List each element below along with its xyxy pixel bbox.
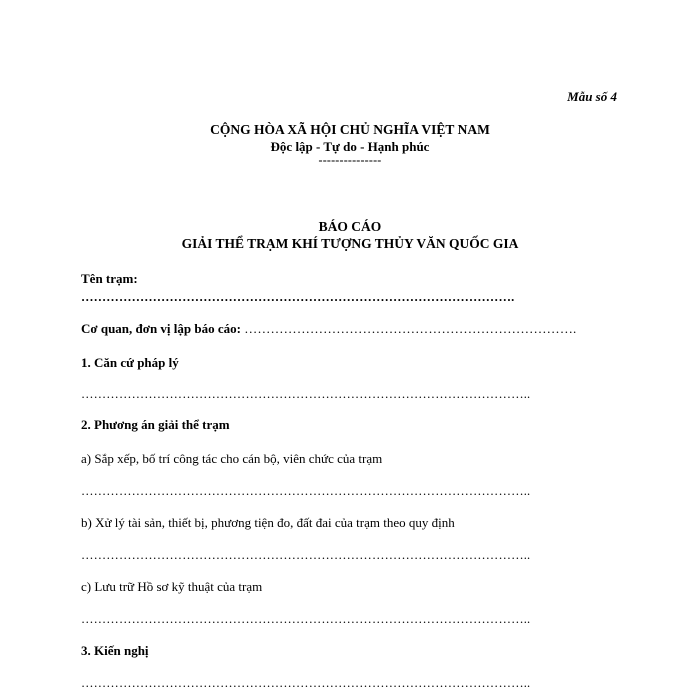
- report-subtitle: GIẢI THỂ TRẠM KHÍ TƯỢNG THỦY VĂN QUỐC GIA: [181, 236, 519, 251]
- section-legal-basis-heading: 1. Căn cứ pháp lý: [81, 355, 179, 370]
- station-name-label: Tên trạm:: [81, 271, 138, 286]
- section-recommendation-dots: ……………………………………………………………………………………………..: [81, 676, 531, 690]
- section-plan-heading: 2. Phương án giải thể trạm: [81, 417, 230, 432]
- plan-item-b-dots: ……………………………………………………………………………………………..: [81, 548, 531, 562]
- plan-item-a-dots: ……………………………………………………………………………………………..: [81, 484, 531, 498]
- national-motto: Độc lập - Tự do - Hạnh phúc: [270, 139, 430, 154]
- plan-item-c-dots: ……………………………………………………………………………………………..: [81, 612, 531, 626]
- header-separator: ---------------: [318, 153, 382, 167]
- plan-item-b: b) Xử lý tài sản, thiết bị, phương tiện đo, đất đai của trạm theo quy định: [81, 515, 455, 530]
- report-title: BÁO CÁO: [318, 219, 382, 234]
- reporting-agency-dots: ………………………………………………………………….: [244, 321, 577, 336]
- form-number: Mẫu số 4: [567, 89, 617, 104]
- station-name-dots: ………………………………………………………………………………………….: [81, 290, 515, 304]
- reporting-agency-label: Cơ quan, đơn vị lập báo cáo:: [81, 321, 241, 336]
- plan-item-a: a) Sắp xếp, bố trí công tác cho cán bộ, viên chức của trạm: [81, 451, 383, 466]
- plan-item-c: c) Lưu trữ Hồ sơ kỹ thuật của trạm: [81, 579, 263, 594]
- section-legal-basis-dots: ……………………………………………………………………………………………..: [81, 387, 531, 401]
- reporting-agency-line: [81, 321, 576, 337]
- national-title: CỘNG HÒA XÃ HỘI CHỦ NGHĨA VIỆT NAM: [210, 122, 490, 137]
- section-recommendation-heading: 3. Kiến nghị: [81, 643, 149, 658]
